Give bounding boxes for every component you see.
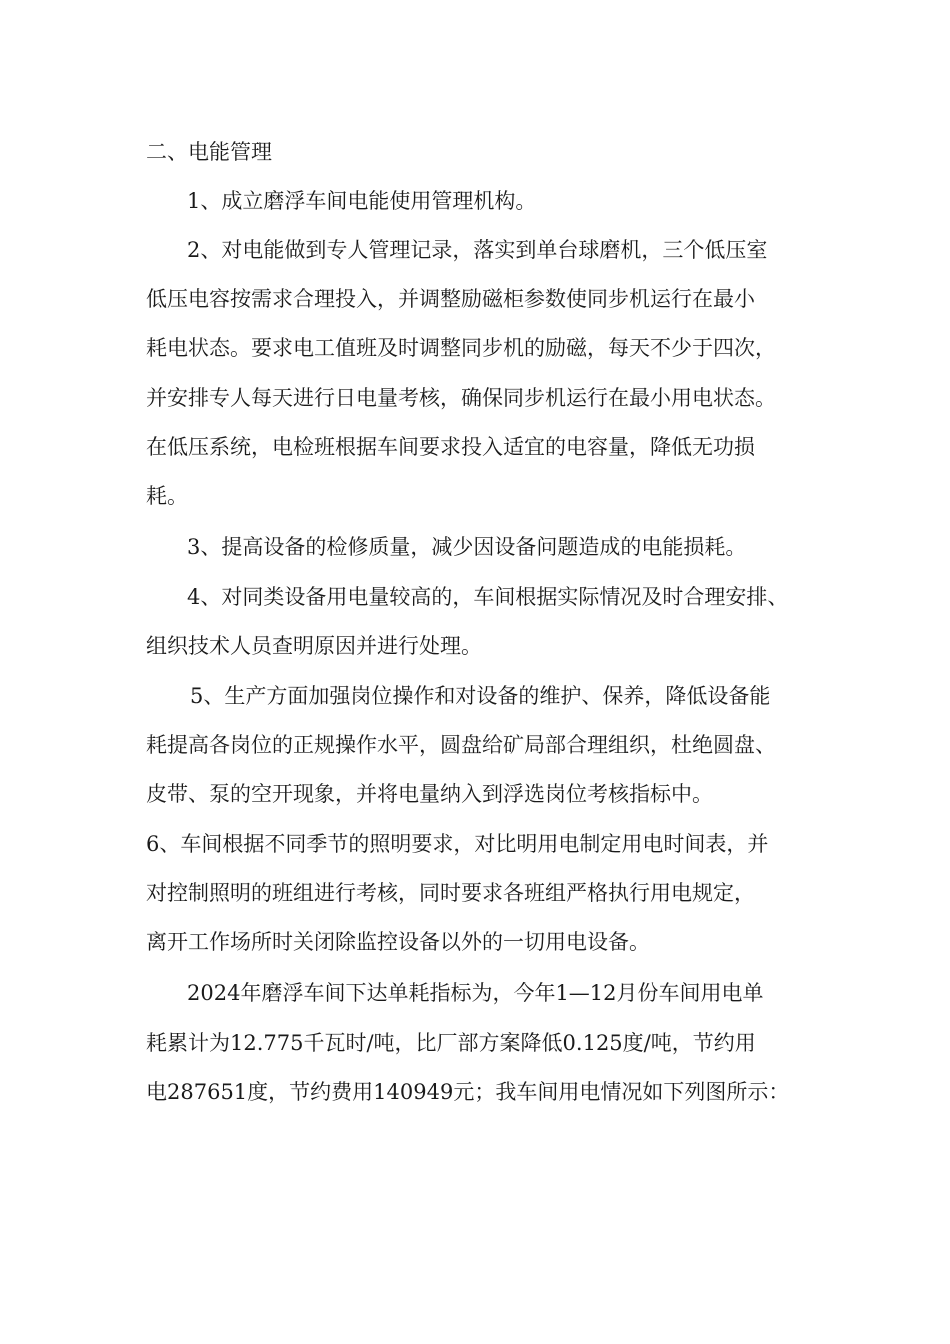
paragraph-line: 2、对电能做到专人管理记录，落实到单台球磨机，三个低压室 [187,238,768,262]
section-heading: 二、电能管理 [146,140,272,164]
paragraph-line: 电287651度，节约费用140949元；我车间用电情况如下列图所示： [146,1080,790,1104]
paragraph-line: 离开工作场所时关闭除监控设备以外的一切用电设备。 [146,930,650,954]
paragraph-line: 4、对同类设备用电量较高的，车间根据实际情况及时合理安排、 [187,585,789,609]
paragraph-line: 低压电容按需求合理投入，并调整励磁柜参数使同步机运行在最小 [146,287,755,311]
paragraph-line: 皮带、泵的空开现象，并将电量纳入到浮选岗位考核指标中。 [146,782,713,806]
paragraph-line: 在低压系统，电检班根据车间要求投入适宜的电容量，降低无功损 [146,435,755,459]
paragraph-line: 耗。 [146,484,188,508]
paragraph-line: 并安排专人每天进行日电量考核，确保同步机运行在最小用电状态。 [146,386,776,410]
paragraph-line: 耗累计为12.775千瓦时/吨，比厂部方案降低0.125度/吨，节约用 [146,1031,756,1055]
paragraph-line: 组织技术人员查明原因并进行处理。 [146,634,482,658]
paragraph-line: 耗电状态。要求电工值班及时调整同步机的励磁，每天不少于四次， [146,336,776,360]
paragraph-line: 对控制照明的班组进行考核，同时要求各班组严格执行用电规定， [146,881,755,905]
paragraph-line: 3、提高设备的检修质量，减少因设备问题造成的电能损耗。 [187,535,747,559]
paragraph-line: 5、生产方面加强岗位操作和对设备的维护、保养，降低设备能 [190,684,771,708]
paragraph-line: 2024年磨浮车间下达单耗指标为，今年1—12月份车间用电单 [187,981,764,1005]
paragraph-line: 6、车间根据不同季节的照明要求，对比明用电制定用电时间表，并 [146,832,769,856]
paragraph-line: 1、成立磨浮车间电能使用管理机构。 [187,189,537,213]
paragraph-line: 耗提高各岗位的正规操作水平，圆盘给矿局部合理组织，杜绝圆盘、 [146,733,776,757]
